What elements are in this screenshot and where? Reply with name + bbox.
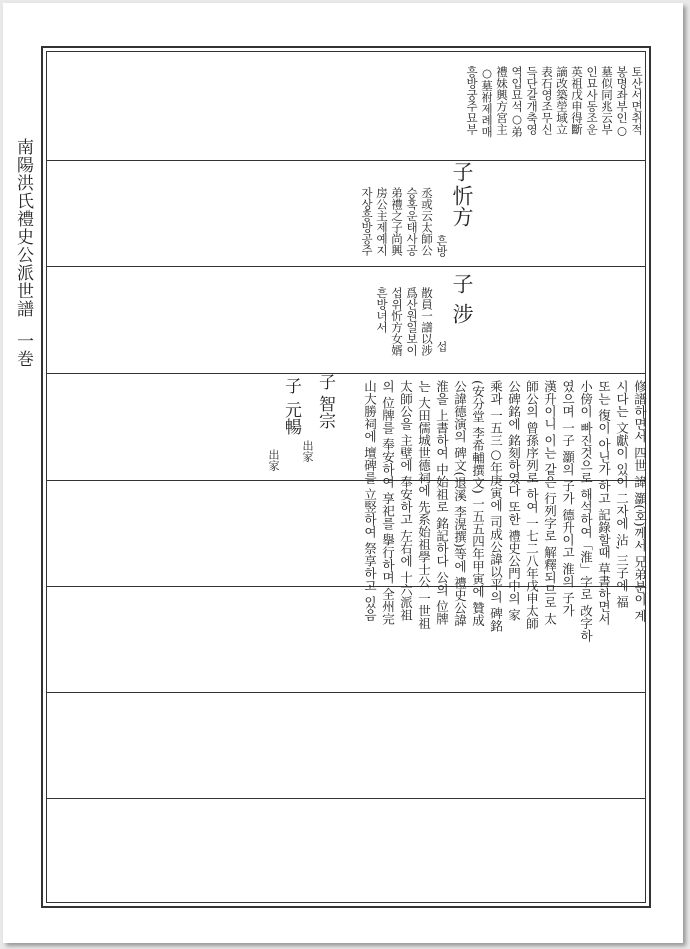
gen1-line: 득단갈개축영 [525,66,539,135]
gen1-line: 謫改築塋域立 [555,66,569,135]
gen1-line: 인묘사동조운 [585,66,599,135]
gen1-line: 表石영조무신 [540,66,554,135]
row-divider-6 [46,692,646,693]
gen2-name: 忻方 [450,185,474,227]
gen4-a-name: 智宗 [315,395,335,429]
main-text-line: 師公의 曾孫序列로 하여 一七二八年戊申太師 [524,380,540,630]
gen4-a-note: 出家 [301,440,314,462]
gen2-line: 자상흥방공주 [360,187,374,256]
main-text-line: 시다는 文獻이 있어 二자에 沾, 三子에 福 [614,380,630,608]
spine-title: 南陽洪氏禮史公派世譜 [13,138,33,318]
main-text-line: 의 位牌를 奉安하여 享祀를 擧行하며 全州完 [380,380,396,625]
gen1-line: 역입묘석○弟 [510,66,524,138]
gen1-line: 英祖戊申得斷 [570,66,584,135]
main-text-line: 漢升이니 이는 같은 行列字로 解釋되므로 太 [542,380,558,625]
gen3-line: 爲산원일보이 [405,287,419,356]
gen1-line: 토산서면취적 [630,66,644,135]
gen2-reading: 흔방 [435,235,448,257]
gen4-a-prefix: 子 [315,373,335,390]
gen2-line: 房公主제예지 [375,187,389,256]
main-text-line: 또는 復이 아닌가 하고 記錄할때 草書하면서 [596,380,612,625]
row-divider-7 [46,798,646,799]
gen4-b-prefix: 子 [281,377,301,394]
row-divider-1 [46,160,646,161]
main-text-line: 公碑銘에 銘刻하였다 또한 禮史公門中의 家 [506,380,522,621]
gen1-line: 禮妹興方宮主 [495,66,509,135]
main-text-line: 山大勝祠에 壇碑를 立竪하여 祭享하고 있음 [362,380,378,621]
gen3-line: 섭위忻方女婿 [390,287,404,356]
gen1-line: 흥방궁주묘부 [465,66,479,135]
main-text-line: 였으며 一子 灝의 子가 德升이고 淮의 子가 [560,380,576,617]
gen1-line: 墓似同兆云부 [600,66,614,135]
main-text-line: 公諱德演의 碑文(退溪 李滉撰)等에 禮史公諱 [452,380,468,627]
main-text-line: 小傍이 빠진것으로 해석하여「淮」字로 改字하 [578,380,594,642]
spine-title-column [13,138,33,368]
row-divider-3 [46,373,646,374]
gen2-name-prefix: 子 [450,161,474,182]
gen2-line: 丞或云太師公 [420,187,434,256]
main-text-line: 는 大田儒城世德祠에 先系始祖學士公 一世祖 [416,380,432,630]
page-sheet [3,3,683,943]
main-text-line: 太師公을 主壁에 奉安하고 左右에 十六派祖 [398,380,414,621]
gen1-line: ○墓祔제례매 [480,66,494,138]
main-text-line: 修譜하면서 四世 諱 灝(호)께서 兄弟분이 계 [632,380,648,623]
gen2-line: 승혹운태사공 [405,187,419,256]
main-text-line: (安分堂 李希輔撰文) 一五五四年甲寅에 贊成 [470,380,486,627]
gen4-b-note: 出家 [267,449,280,471]
gen4-b-name: 元暢 [281,401,301,435]
gen3-line: 散員一譜以涉 [420,287,434,356]
gen3-line: 흔방녀서 [375,287,389,333]
main-text-line: 乘과 一五三○年庚寅에 司成公諱以平의 碑銘 [488,380,504,632]
gen3-name-prefix: 子 [450,273,474,294]
row-divider-2 [46,266,646,267]
main-text-line: 淮을 上書하여 中始祖로 銘記하다 公의 位牌 [434,380,450,625]
gen2-line: 弟禮之子尚興 [390,187,404,256]
spine-volume: 一巻 [13,332,33,368]
gen3-name: 涉 [450,303,474,324]
gen1-line: 봉명좌부인○ [615,66,629,138]
gen3-reading: 섭 [435,341,448,352]
